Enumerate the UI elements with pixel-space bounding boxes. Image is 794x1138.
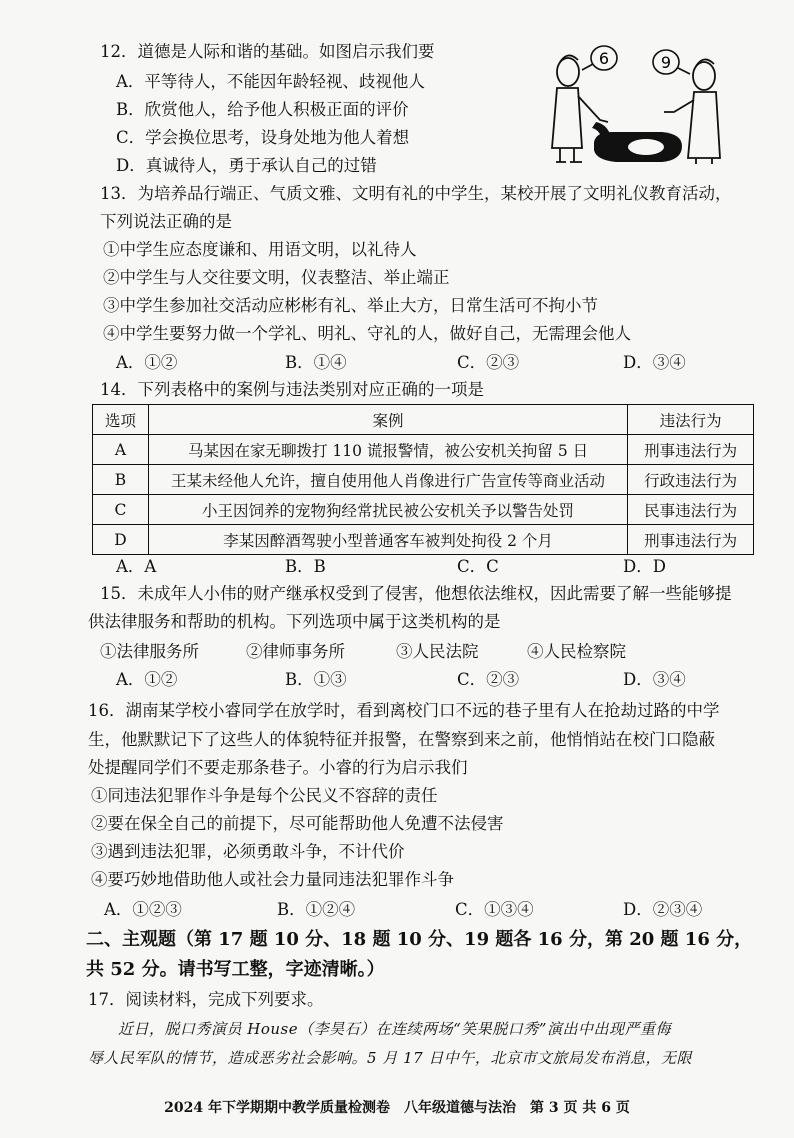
q12-illustration <box>538 36 744 166</box>
q12-stem: 12．道德是人际和谐的基础。如图启示我们要 <box>100 42 435 61</box>
q13-option-b: B．①④ <box>285 353 347 372</box>
q14-case-table <box>92 404 754 555</box>
q16-stem-line2: 生，他默默记下了这些人的体貌特征并报警，在警察到来之前，他悄悄站在校门口隐蔽 <box>88 730 715 749</box>
q17-material-line2: 辱人民军队的情节，造成恶劣社会影响。5 月 17 日中午，北京市文旅局发布消息，无限 <box>88 1049 692 1067</box>
q16-option-b: B．①②④ <box>277 900 356 919</box>
q13-stem-line2: 下列说法正确的是 <box>100 212 232 231</box>
right-speech-bubble <box>653 50 690 74</box>
section2-title-line1: 二、主观题（第 17 题 10 分、18 题 10 分、19 题各 16 分，第 20 题 16 分， <box>86 929 753 950</box>
q16-item-2: ②要在保全自己的前提下，尽可能帮助他人免遭不法侵害 <box>91 814 504 833</box>
row-case: 小王因饲养的宠物狗经常扰民被公安机关予以警告处罚 <box>148 495 627 525</box>
q16-item-1: ①同违法犯罪作斗争是每个公民义不容辞的责任 <box>91 786 438 805</box>
header-case: 案例 <box>148 405 627 435</box>
table-row <box>93 495 754 525</box>
q16-option-a: A．①②③ <box>104 900 182 919</box>
header-violation: 违法行为 <box>628 405 754 435</box>
table-row <box>93 435 754 465</box>
q16-option-d: D．②③④ <box>623 900 703 919</box>
q13-option-d: D．③④ <box>623 353 686 372</box>
q16-item-3: ③遇到违法犯罪，必须勇敢斗争，不计代价 <box>91 842 405 861</box>
row-option: B <box>93 465 149 495</box>
row-case: 马某因在家无聊拨打 110 谎报警情，被公安机关拘留 5 日 <box>148 435 627 465</box>
q13-item-1: ①中学生应态度谦和、用语文明，以礼待人 <box>103 240 417 259</box>
q12-option-d: D．真诚待人，勇于承认自己的过错 <box>116 156 377 175</box>
q15-item-4: ④人民检察院 <box>527 642 626 661</box>
row-violation: 刑事违法行为 <box>628 525 754 555</box>
q17-material-line1: 近日，脱口秀演员 House（李昊石）在连续两场“笑果脱口秀”演出中出现严重侮 <box>118 1020 671 1038</box>
table-row <box>93 525 754 555</box>
table-row <box>93 465 754 495</box>
row-violation: 刑事违法行为 <box>628 435 754 465</box>
q14-stem: 14．下列表格中的案例与违法类别对应正确的一项是 <box>100 380 484 399</box>
row-option: A <box>93 435 149 465</box>
row-violation: 行政违法行为 <box>628 465 754 495</box>
q13-option-c: C．②③ <box>457 353 520 372</box>
q15-item-1: ①法律服务所 <box>100 642 199 661</box>
q13-item-4: ④中学生要努力做一个学礼、明礼、守礼的人，做好自己，无需理会他人 <box>103 324 631 343</box>
q15-option-a: A．①② <box>116 670 178 689</box>
q16-stem-line3: 处提醒同学们不要走那条巷子。小睿的行为启示我们 <box>88 758 468 777</box>
page-footer: 2024 年下学期期中教学质量检测卷 八年级道德与法治 第 3 页 共 6 页 <box>164 1100 630 1116</box>
q12-option-a: A．平等待人，不能因年龄轻视、歧视他人 <box>116 72 425 91</box>
q15-stem-line2: 供法律服务和帮助的机构。下列选项中属于这类机构的是 <box>88 612 501 631</box>
q15-item-3: ③人民法院 <box>396 642 479 661</box>
q17-stem: 17．阅读材料，完成下列要求。 <box>88 990 324 1009</box>
q15-option-c: C．②③ <box>457 670 520 689</box>
row-case: 王某未经他人允许，擅自使用他人肖像进行广告宣传等商业活动 <box>148 465 627 495</box>
q16-option-c: C．①③④ <box>455 900 534 919</box>
q13-stem-line1: 13．为培养品行端正、气质文雅、文明有礼的中学生，某校开展了文明礼仪教育活动， <box>100 184 732 203</box>
q14-option-c: C．C <box>457 557 499 576</box>
q15-stem-line1: 15．未成年人小伟的财产继承权受到了侵害，他想依法维权，因此需要了解一些能够提 <box>100 584 732 603</box>
q14-option-d: D．D <box>623 557 666 576</box>
q14-option-a: A．A <box>116 557 157 576</box>
right-bubble-number: 9 <box>660 53 672 72</box>
header-option: 选项 <box>93 405 149 435</box>
q15-option-b: B．①③ <box>285 670 347 689</box>
q15-option-d: D．③④ <box>623 670 686 689</box>
q14-option-b: B．B <box>285 557 326 576</box>
table-header-row <box>93 405 754 435</box>
q15-item-2: ②律师事务所 <box>246 642 345 661</box>
row-case: 李某因醉酒驾驶小型普通客车被判处拘役 2 个月 <box>148 525 627 555</box>
q16-item-4: ④要巧妙地借助他人或社会力量同违法犯罪作斗争 <box>91 870 454 889</box>
floor-number-shape <box>592 122 682 162</box>
q12-option-c: C．学会换位思考，设身处地为他人着想 <box>116 128 410 147</box>
q16-stem-line1: 16．湖南某学校小睿同学在放学时，看到离校门口不远的巷子里有人在抢劫过路的中学 <box>88 701 720 720</box>
left-bubble-number: 6 <box>598 49 610 68</box>
q13-option-a: A．①② <box>116 353 178 372</box>
row-option: D <box>93 525 149 555</box>
row-violation: 民事违法行为 <box>628 495 754 525</box>
q12-option-b: B．欣赏他人，给予他人积极正面的评价 <box>116 100 409 119</box>
section2-title-line2: 共 52 分。请书写工整，字迹清晰。） <box>86 959 385 980</box>
q13-item-3: ③中学生参加社交活动应彬彬有礼、举止大方，日常生活可不拘小节 <box>103 296 598 315</box>
q13-item-2: ②中学生与人交往要文明，仪表整洁、举止端正 <box>103 268 450 287</box>
row-option: C <box>93 495 149 525</box>
